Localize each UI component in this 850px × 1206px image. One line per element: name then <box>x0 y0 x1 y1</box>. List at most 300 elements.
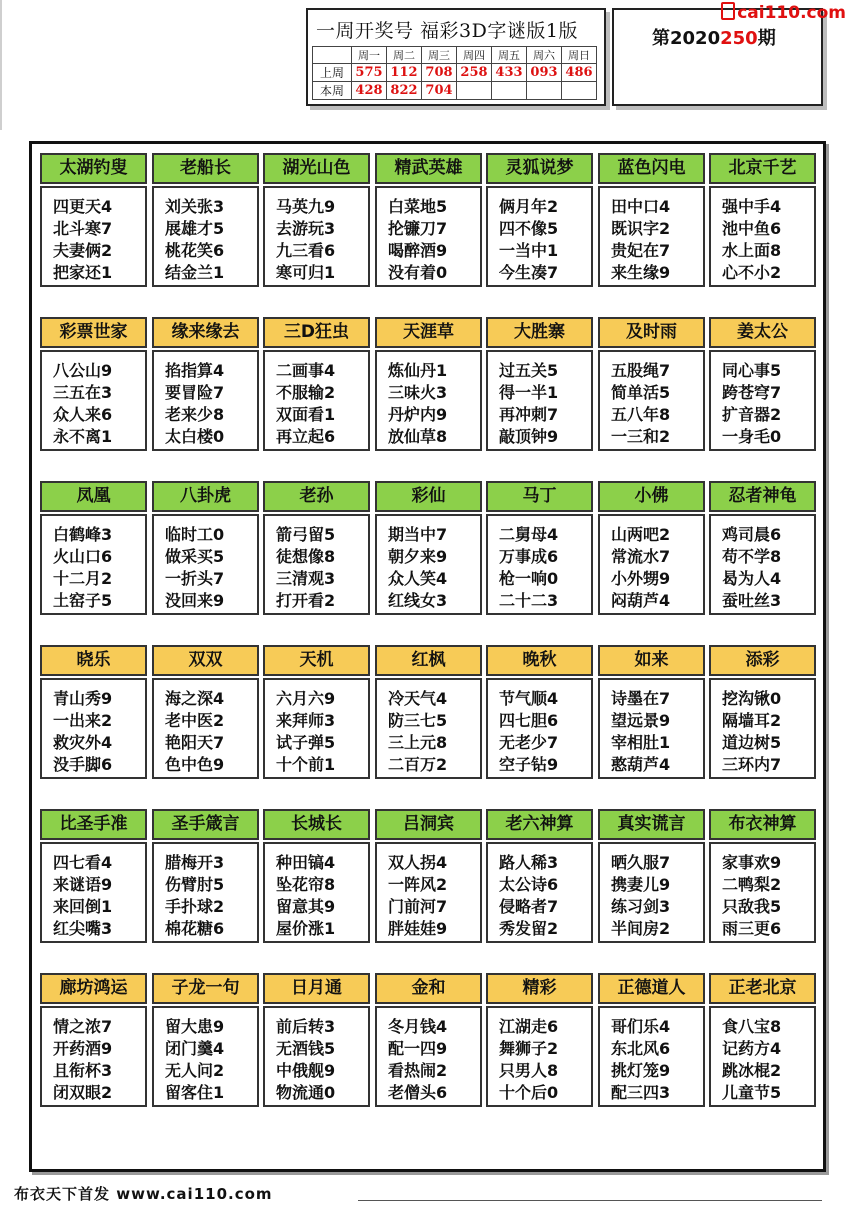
riddle-author: 小佛 <box>598 481 705 512</box>
brand-logo[interactable] <box>721 2 846 23</box>
riddle-row <box>40 317 820 472</box>
riddle-author: 布衣神算 <box>709 809 816 840</box>
riddle-line: 空子钻9 <box>499 755 559 774</box>
riddle-author: 如来 <box>598 645 705 676</box>
day-header: 周一 <box>352 47 387 64</box>
riddle-author: 添彩 <box>709 645 816 676</box>
riddle-author: 天涯草 <box>375 317 482 348</box>
riddle-line: 四不像5 <box>499 219 559 238</box>
riddle-line: 展雄才5 <box>165 219 225 238</box>
riddle-author: 蓝色闪电 <box>598 153 705 184</box>
draw-number: 822 <box>387 82 422 100</box>
riddle-lines <box>154 352 257 448</box>
riddle-line: 色中色9 <box>165 755 225 774</box>
footer-divider <box>358 1200 822 1201</box>
draw-number <box>527 82 562 100</box>
riddle-line: 敲顶钟9 <box>499 427 559 446</box>
riddle-line: 儿童节5 <box>722 1083 782 1102</box>
riddle-lines <box>711 1008 814 1104</box>
riddle-lines <box>377 188 480 284</box>
riddle-lines <box>42 516 145 612</box>
riddle-line: 同心事5 <box>722 361 782 380</box>
day-header: 周三 <box>422 47 457 64</box>
riddle-line: 结金兰1 <box>165 263 225 282</box>
riddle-line: 东北风6 <box>611 1039 671 1058</box>
riddle-line: 二舅母4 <box>499 525 559 544</box>
riddle-line: 看热闹2 <box>388 1061 448 1080</box>
riddle-author: 红枫 <box>375 645 482 676</box>
riddle-line: 池中鱼6 <box>722 219 782 238</box>
riddle-line: 开药酒9 <box>53 1039 113 1058</box>
riddle-line: 鸡司晨6 <box>722 525 782 544</box>
day-header: 周五 <box>492 47 527 64</box>
riddle-line: 十个前1 <box>276 755 336 774</box>
riddle-lines <box>154 844 257 940</box>
riddle-lines <box>265 1008 368 1104</box>
riddle-line: 来谜语9 <box>53 875 113 894</box>
riddle-line: 种田镐4 <box>276 853 336 872</box>
riddle-line: 十二月2 <box>53 569 113 588</box>
riddle-author: 金和 <box>375 973 482 1004</box>
riddle-line: 路人稀3 <box>499 853 559 872</box>
riddle-line: 火山口6 <box>53 547 113 566</box>
day-header: 周四 <box>457 47 492 64</box>
riddle-line: 万事成6 <box>499 547 559 566</box>
riddle-line: 五股绳7 <box>611 361 671 380</box>
riddle-line: 白鹤峰3 <box>53 525 113 544</box>
riddle-row <box>40 153 820 308</box>
riddle-line: 期当中7 <box>388 525 448 544</box>
riddle-lines <box>42 188 145 284</box>
issue-number-highlight: 250 <box>720 28 758 49</box>
riddle-line: 再立起6 <box>276 427 336 446</box>
riddle-line: 留意其9 <box>276 897 336 916</box>
riddle-body <box>152 514 259 615</box>
riddle-author: 灵狐说梦 <box>486 153 593 184</box>
riddle-line: 做采买5 <box>165 547 225 566</box>
riddle-body <box>598 350 705 451</box>
riddle-lines <box>265 844 368 940</box>
riddle-lines <box>42 680 145 776</box>
riddle-line: 秀发留2 <box>499 919 559 938</box>
this-week-row <box>313 82 597 100</box>
riddle-line: 二百万2 <box>388 755 448 774</box>
riddle-line: 青山秀9 <box>53 689 113 708</box>
riddle-line: 四更天4 <box>53 197 113 216</box>
riddle-line: 丹炉内9 <box>388 405 448 424</box>
riddle-line: 跨苍穹7 <box>722 383 782 402</box>
riddle-line: 携妻儿9 <box>611 875 671 894</box>
draw-number: 428 <box>352 82 387 100</box>
riddle-line: 北斗寒7 <box>53 219 113 238</box>
riddle-line: 隔墙耳2 <box>722 711 782 730</box>
riddle-lines <box>154 516 257 612</box>
weekly-draw-table <box>312 46 597 100</box>
riddle-frame <box>29 141 826 1172</box>
riddle-line: 家事欢9 <box>722 853 782 872</box>
riddle-line: 过五关5 <box>499 361 559 380</box>
riddle-line: 扩音器2 <box>722 405 782 424</box>
riddle-line: 晒久服7 <box>611 853 671 872</box>
riddle-line: 四七胆6 <box>499 711 559 730</box>
riddle-line: 白菜地5 <box>388 197 448 216</box>
riddle-line: 二鸭梨2 <box>722 875 782 894</box>
riddle-lines <box>377 844 480 940</box>
days-row <box>313 47 597 64</box>
riddle-line: 三环内7 <box>722 755 782 774</box>
riddle-author: 及时雨 <box>598 317 705 348</box>
riddle-line: 雨三更6 <box>722 919 782 938</box>
riddle-body <box>709 842 816 943</box>
riddle-lines <box>711 844 814 940</box>
riddle-body <box>263 350 370 451</box>
riddle-lines <box>711 680 814 776</box>
riddle-line: 山两吧2 <box>611 525 671 544</box>
riddle-line: 只男人8 <box>499 1061 559 1080</box>
day-header: 周日 <box>562 47 597 64</box>
riddle-line: 留大患9 <box>165 1017 225 1036</box>
riddle-line: 永不离1 <box>53 427 113 446</box>
riddle-line: 常流水7 <box>611 547 671 566</box>
riddle-line: 半间房2 <box>611 919 671 938</box>
riddle-body <box>486 1006 593 1107</box>
riddle-line: 练习剑3 <box>611 897 671 916</box>
riddle-line: 无老少7 <box>499 733 559 752</box>
draw-number <box>457 82 492 100</box>
riddle-line: 胖娃娃9 <box>388 919 448 938</box>
riddle-line: 前后转3 <box>276 1017 336 1036</box>
riddle-lines <box>600 1008 703 1104</box>
riddle-body <box>598 678 705 779</box>
riddle-body <box>375 186 482 287</box>
riddle-body <box>263 186 370 287</box>
draw-number: 704 <box>422 82 457 100</box>
riddle-line: 一出来2 <box>53 711 113 730</box>
riddle-line: 物流通0 <box>276 1083 336 1102</box>
riddle-line: 三味火3 <box>388 383 448 402</box>
riddle-line: 去游玩3 <box>276 219 336 238</box>
riddle-body <box>152 350 259 451</box>
riddle-author: 彩票世家 <box>40 317 147 348</box>
riddle-lines <box>377 1008 480 1104</box>
riddle-line: 海之深4 <box>165 689 225 708</box>
riddle-body <box>486 842 593 943</box>
riddle-lines <box>600 188 703 284</box>
riddle-line: 一三和2 <box>611 427 671 446</box>
riddle-line: 土窑子5 <box>53 591 113 610</box>
riddle-line: 试子弹5 <box>276 733 336 752</box>
riddle-line: 诗墨在7 <box>611 689 671 708</box>
riddle-line: 蚕吐丝3 <box>722 591 782 610</box>
riddle-body <box>40 1006 147 1107</box>
riddle-line: 老中医2 <box>165 711 225 730</box>
riddle-lines <box>377 352 480 448</box>
riddle-line: 宰相肚1 <box>611 733 671 752</box>
riddle-line: 老来少8 <box>165 405 225 424</box>
riddle-line: 冷天气4 <box>388 689 448 708</box>
riddle-line: 记药方4 <box>722 1039 782 1058</box>
riddle-author: 八卦虎 <box>152 481 259 512</box>
riddle-body <box>375 678 482 779</box>
riddle-body <box>486 678 593 779</box>
riddle-lines <box>42 352 145 448</box>
riddle-author: 三D狂虫 <box>263 317 370 348</box>
riddle-line: 苟不学8 <box>722 547 782 566</box>
riddle-line: 三上元8 <box>388 733 448 752</box>
riddle-lines <box>377 680 480 776</box>
riddle-body <box>40 350 147 451</box>
riddle-body <box>375 1006 482 1107</box>
riddle-line: 二画事4 <box>276 361 336 380</box>
riddle-line: 一身毛0 <box>722 427 782 446</box>
riddle-author: 比圣手准 <box>40 809 147 840</box>
riddle-lines <box>377 516 480 612</box>
issue-number <box>652 24 776 50</box>
riddle-line: 无人问2 <box>165 1061 225 1080</box>
riddle-line: 来拜师3 <box>276 711 336 730</box>
riddle-body <box>263 514 370 615</box>
riddle-body <box>486 186 593 287</box>
riddle-body <box>152 678 259 779</box>
row-label: 本周 <box>313 82 352 100</box>
riddle-body <box>486 514 593 615</box>
riddle-line: 二十二3 <box>499 591 559 610</box>
riddle-line: 箭弓留5 <box>276 525 336 544</box>
riddle-author: 太湖钓叟 <box>40 153 147 184</box>
day-header: 周二 <box>387 47 422 64</box>
riddle-line: 道边树5 <box>722 733 782 752</box>
riddle-author: 缘来缘去 <box>152 317 259 348</box>
riddle-line: 抡镰刀7 <box>388 219 448 238</box>
riddle-line: 棉花糖6 <box>165 919 225 938</box>
corner-cell <box>313 47 352 64</box>
riddle-author: 大胜寨 <box>486 317 593 348</box>
riddle-line: 腊梅开3 <box>165 853 225 872</box>
riddle-body <box>486 350 593 451</box>
riddle-line: 俩月年2 <box>499 197 559 216</box>
riddle-line: 九三看6 <box>276 241 336 260</box>
riddle-line: 朝夕来9 <box>388 547 448 566</box>
riddle-line: 手扑球2 <box>165 897 225 916</box>
riddle-line: 挖沟锹0 <box>722 689 782 708</box>
riddle-line: 没回来9 <box>165 591 225 610</box>
riddle-line: 既识字2 <box>611 219 671 238</box>
riddle-body <box>709 1006 816 1107</box>
riddle-author: 正德道人 <box>598 973 705 1004</box>
riddle-line: 桃花笑6 <box>165 241 225 260</box>
riddle-line: 刘关张3 <box>165 197 225 216</box>
phone-icon <box>721 2 735 20</box>
riddle-body <box>263 1006 370 1107</box>
riddle-lines <box>488 680 591 776</box>
riddle-line: 众人笑4 <box>388 569 448 588</box>
riddle-author: 老船长 <box>152 153 259 184</box>
riddle-author: 老孙 <box>263 481 370 512</box>
riddle-lines <box>488 352 591 448</box>
riddle-author: 精彩 <box>486 973 593 1004</box>
riddle-line: 水上面8 <box>722 241 782 260</box>
riddle-line: 强中手4 <box>722 197 782 216</box>
riddle-lines <box>154 1008 257 1104</box>
riddle-line: 门前河7 <box>388 897 448 916</box>
riddle-lines <box>154 680 257 776</box>
riddle-author: 晓乐 <box>40 645 147 676</box>
riddle-body <box>375 350 482 451</box>
riddle-line: 要冒险7 <box>165 383 225 402</box>
riddle-line: 掐指算4 <box>165 361 225 380</box>
riddle-line: 只敌我5 <box>722 897 782 916</box>
riddle-line: 一折头7 <box>165 569 225 588</box>
weekly-draw-box <box>306 8 606 106</box>
riddle-author: 凤凰 <box>40 481 147 512</box>
riddle-line: 配一四9 <box>388 1039 448 1058</box>
riddle-line: 救灾外4 <box>53 733 113 752</box>
riddle-line: 四七看4 <box>53 853 113 872</box>
riddle-body <box>152 186 259 287</box>
day-header: 周六 <box>527 47 562 64</box>
row-label: 上周 <box>313 64 352 82</box>
riddle-lines <box>600 844 703 940</box>
riddle-line: 炼仙丹1 <box>388 361 448 380</box>
riddle-line: 冬月钱4 <box>388 1017 448 1036</box>
riddle-body <box>375 842 482 943</box>
brand-text: cai110.com <box>737 3 846 23</box>
riddle-line: 寒可归1 <box>276 263 336 282</box>
riddle-lines <box>265 680 368 776</box>
draw-number: 112 <box>387 64 422 82</box>
riddle-body <box>40 678 147 779</box>
riddle-line: 双面看1 <box>276 405 336 424</box>
riddle-line: 一当中1 <box>499 241 559 260</box>
riddle-lines <box>711 352 814 448</box>
riddle-body <box>152 1006 259 1107</box>
riddle-line: 放仙草8 <box>388 427 448 446</box>
riddle-line: 没手脚6 <box>53 755 113 774</box>
riddle-lines <box>488 844 591 940</box>
riddle-lines <box>600 516 703 612</box>
riddle-line: 三清观3 <box>276 569 336 588</box>
riddle-line: 徒想像8 <box>276 547 336 566</box>
riddle-line: 八公山9 <box>53 361 113 380</box>
riddle-author: 忍者神龟 <box>709 481 816 512</box>
riddle-lines <box>42 844 145 940</box>
riddle-line: 太白楼0 <box>165 427 225 446</box>
riddle-body <box>263 842 370 943</box>
riddle-body <box>40 514 147 615</box>
draw-number: 486 <box>562 64 597 82</box>
riddle-line: 来回倒1 <box>53 897 113 916</box>
riddle-line: 挑灯笼9 <box>611 1061 671 1080</box>
riddle-line: 侵略者7 <box>499 897 559 916</box>
riddle-line: 十个后0 <box>499 1083 559 1102</box>
riddle-author: 圣手箴言 <box>152 809 259 840</box>
riddle-row <box>40 481 820 636</box>
draw-number: 093 <box>527 64 562 82</box>
riddle-author: 子龙一句 <box>152 973 259 1004</box>
riddle-line: 小外甥9 <box>611 569 671 588</box>
riddle-line: 屋价涨1 <box>276 919 336 938</box>
riddle-line: 闷葫芦4 <box>611 591 671 610</box>
riddle-body <box>709 514 816 615</box>
riddle-line: 得一半1 <box>499 383 559 402</box>
riddle-line: 没有着0 <box>388 263 448 282</box>
riddle-body <box>40 842 147 943</box>
riddle-body <box>598 514 705 615</box>
riddle-author: 姜太公 <box>709 317 816 348</box>
riddle-body <box>598 186 705 287</box>
riddle-lines <box>488 188 591 284</box>
riddle-line: 坠花帘8 <box>276 875 336 894</box>
riddle-line: 情之浓7 <box>53 1017 113 1036</box>
riddle-line: 艳阳天7 <box>165 733 225 752</box>
riddle-line: 望远景9 <box>611 711 671 730</box>
riddle-author: 真实谎言 <box>598 809 705 840</box>
riddle-line: 田中口4 <box>611 197 671 216</box>
riddle-lines <box>265 188 368 284</box>
riddle-line: 枪一响0 <box>499 569 559 588</box>
riddle-line: 五八年8 <box>611 405 671 424</box>
riddle-line: 红尖嘴3 <box>53 919 113 938</box>
riddle-lines <box>488 516 591 612</box>
riddle-author: 马丁 <box>486 481 593 512</box>
riddle-body <box>152 842 259 943</box>
riddle-author: 彩仙 <box>375 481 482 512</box>
riddle-body <box>375 514 482 615</box>
issue-suffix: 期 <box>757 28 776 49</box>
riddle-line: 一阵风2 <box>388 875 448 894</box>
riddle-line: 打开看2 <box>276 591 336 610</box>
left-edge-rule <box>0 0 2 130</box>
riddle-body <box>709 186 816 287</box>
riddle-author: 吕洞宾 <box>375 809 482 840</box>
riddle-row <box>40 809 820 964</box>
riddle-body <box>709 678 816 779</box>
riddle-author: 精武英雄 <box>375 153 482 184</box>
riddle-line: 夫妻俩2 <box>53 241 113 260</box>
riddle-line: 把家还1 <box>53 263 113 282</box>
riddle-line: 心不小2 <box>722 263 782 282</box>
riddle-row <box>40 645 820 800</box>
riddle-line: 且衔杯3 <box>53 1061 113 1080</box>
riddle-body <box>40 186 147 287</box>
riddle-lines <box>711 188 814 284</box>
riddle-lines <box>711 516 814 612</box>
riddle-line: 喝醉酒9 <box>388 241 448 260</box>
riddle-line: 跳冰棍2 <box>722 1061 782 1080</box>
riddle-line: 闭门羹4 <box>165 1039 225 1058</box>
riddle-line: 防三七5 <box>388 711 448 730</box>
riddle-author: 廊坊鸿运 <box>40 973 147 1004</box>
riddle-author: 天机 <box>263 645 370 676</box>
riddle-line: 闭双眼2 <box>53 1083 113 1102</box>
riddle-line: 老僧头6 <box>388 1083 448 1102</box>
riddle-lines <box>488 1008 591 1104</box>
riddle-line: 曷为人4 <box>722 569 782 588</box>
riddle-line: 双人拐4 <box>388 853 448 872</box>
riddle-author: 湖光山色 <box>263 153 370 184</box>
riddle-line: 食八宝8 <box>722 1017 782 1036</box>
riddle-lines <box>265 516 368 612</box>
riddle-line: 三五在3 <box>53 383 113 402</box>
issue-prefix: 第2020 <box>652 28 721 49</box>
last-week-row <box>313 64 597 82</box>
riddle-body <box>709 350 816 451</box>
riddle-line: 伤臂肘5 <box>165 875 225 894</box>
riddle-author: 老六神算 <box>486 809 593 840</box>
riddle-row <box>40 973 820 1128</box>
riddle-line: 六月六9 <box>276 689 336 708</box>
riddle-line: 不服输2 <box>276 383 336 402</box>
